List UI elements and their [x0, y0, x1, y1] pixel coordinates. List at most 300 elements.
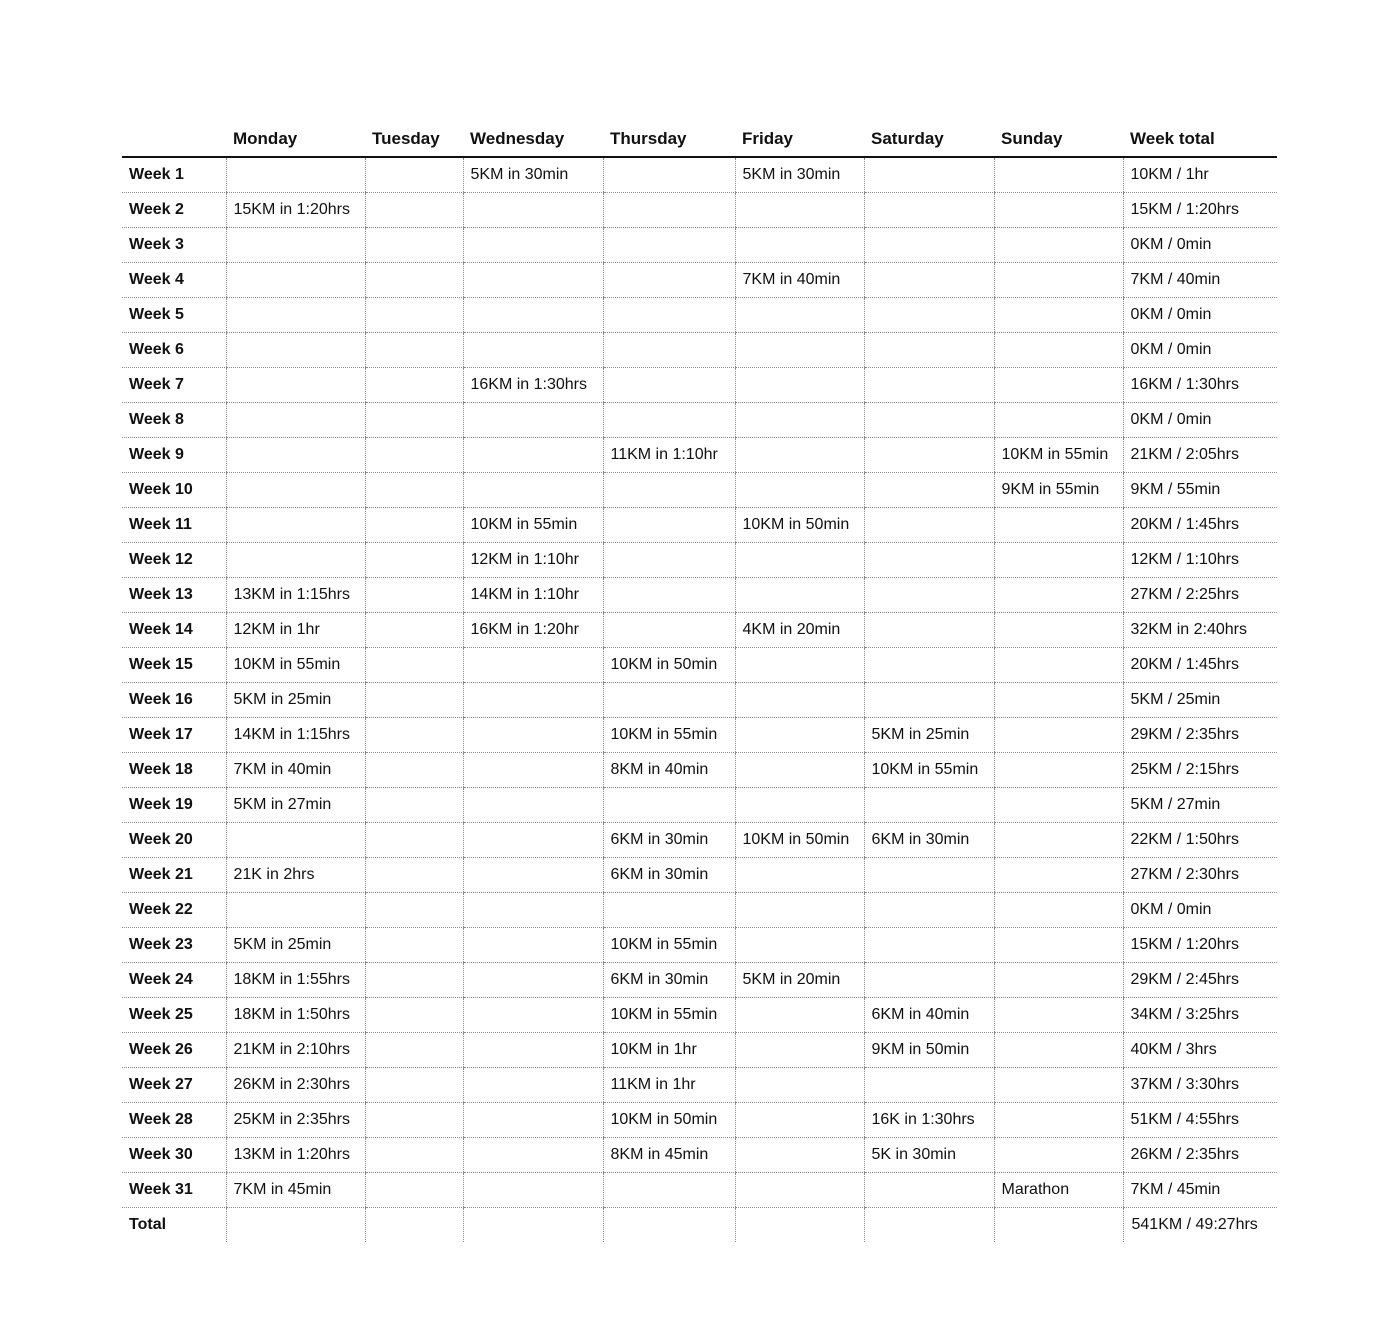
cell-thursday — [603, 228, 735, 263]
cell-sunday — [994, 648, 1123, 683]
week-label: Week 4 — [122, 263, 226, 298]
week-label: Week 23 — [122, 928, 226, 963]
week-label: Week 10 — [122, 473, 226, 508]
cell-tuesday — [365, 508, 463, 543]
cell-thursday: 6KM in 30min — [603, 858, 735, 893]
cell-saturday — [864, 438, 994, 473]
cell-saturday — [864, 157, 994, 193]
week-total-cell: 0KM / 0min — [1123, 333, 1277, 368]
week-label: Week 12 — [122, 543, 226, 578]
cell-thursday — [603, 473, 735, 508]
cell-tuesday — [365, 788, 463, 823]
cell-wednesday — [463, 963, 603, 998]
week-label: Week 30 — [122, 1138, 226, 1173]
week-total-cell: 16KM / 1:30hrs — [1123, 368, 1277, 403]
header-cell-friday: Friday — [735, 122, 864, 157]
cell-sunday: 9KM in 55min — [994, 473, 1123, 508]
cell-saturday — [864, 893, 994, 928]
cell-friday — [735, 298, 864, 333]
cell-friday — [735, 718, 864, 753]
cell-thursday — [603, 1173, 735, 1208]
cell-wednesday: 5KM in 30min — [463, 157, 603, 193]
table-row — [122, 613, 1277, 648]
table-row — [122, 788, 1277, 823]
cell-thursday — [603, 263, 735, 298]
cell-monday: 15KM in 1:20hrs — [226, 193, 365, 228]
table-row — [122, 858, 1277, 893]
cell-wednesday — [463, 788, 603, 823]
cell-monday — [226, 298, 365, 333]
week-label: Week 1 — [122, 157, 226, 193]
cell-sunday — [994, 893, 1123, 928]
cell-sunday: Marathon — [994, 1173, 1123, 1208]
cell-tuesday — [365, 1103, 463, 1138]
cell-friday — [735, 473, 864, 508]
cell-tuesday — [365, 998, 463, 1033]
cell-thursday — [603, 543, 735, 578]
cell-saturday — [864, 1068, 994, 1103]
table-header — [122, 122, 1277, 157]
cell-saturday — [864, 508, 994, 543]
cell-wednesday — [463, 893, 603, 928]
cell-thursday: 6KM in 30min — [603, 963, 735, 998]
cell-wednesday — [463, 263, 603, 298]
cell-tuesday — [365, 753, 463, 788]
cell-thursday: 10KM in 50min — [603, 1103, 735, 1138]
cell-wednesday: 10KM in 55min — [463, 508, 603, 543]
cell-tuesday — [365, 298, 463, 333]
cell-monday — [226, 543, 365, 578]
cell-monday: 21KM in 2:10hrs — [226, 1033, 365, 1068]
cell-wednesday — [463, 1138, 603, 1173]
cell-wednesday — [463, 228, 603, 263]
cell-tuesday — [365, 648, 463, 683]
empty-cell — [226, 1208, 365, 1243]
cell-tuesday — [365, 403, 463, 438]
cell-thursday — [603, 893, 735, 928]
cell-friday — [735, 578, 864, 613]
week-label: Week 16 — [122, 683, 226, 718]
week-label: Week 3 — [122, 228, 226, 263]
cell-saturday — [864, 683, 994, 718]
header-cell-wednesday: Wednesday — [463, 122, 603, 157]
week-label: Week 20 — [122, 823, 226, 858]
cell-wednesday: 16KM in 1:30hrs — [463, 368, 603, 403]
table-row — [122, 578, 1277, 613]
table-row — [122, 368, 1277, 403]
cell-tuesday — [365, 228, 463, 263]
cell-tuesday — [365, 543, 463, 578]
cell-sunday — [994, 613, 1123, 648]
cell-wednesday — [463, 473, 603, 508]
cell-sunday — [994, 1068, 1123, 1103]
table-row — [122, 1173, 1277, 1208]
cell-tuesday — [365, 438, 463, 473]
table-row — [122, 718, 1277, 753]
cell-sunday — [994, 368, 1123, 403]
cell-thursday — [603, 298, 735, 333]
week-label: Week 7 — [122, 368, 226, 403]
table-row — [122, 683, 1277, 718]
week-label: Week 26 — [122, 1033, 226, 1068]
cell-sunday: 10KM in 55min — [994, 438, 1123, 473]
week-total-cell: 25KM / 2:15hrs — [1123, 753, 1277, 788]
week-label: Week 6 — [122, 333, 226, 368]
cell-saturday — [864, 333, 994, 368]
cell-thursday — [603, 613, 735, 648]
table-row — [122, 893, 1277, 928]
cell-sunday — [994, 263, 1123, 298]
week-total-cell: 5KM / 25min — [1123, 683, 1277, 718]
cell-wednesday — [463, 718, 603, 753]
cell-friday — [735, 1138, 864, 1173]
cell-monday: 7KM in 45min — [226, 1173, 365, 1208]
cell-monday — [226, 508, 365, 543]
week-total-cell: 51KM / 4:55hrs — [1123, 1103, 1277, 1138]
table-row — [122, 193, 1277, 228]
cell-tuesday — [365, 578, 463, 613]
cell-monday: 13KM in 1:20hrs — [226, 1138, 365, 1173]
week-total-cell: 0KM / 0min — [1123, 403, 1277, 438]
cell-sunday — [994, 298, 1123, 333]
week-total-cell: 10KM / 1hr — [1123, 157, 1277, 193]
week-total-cell: 29KM / 2:45hrs — [1123, 963, 1277, 998]
cell-thursday — [603, 508, 735, 543]
week-label: Week 14 — [122, 613, 226, 648]
grand-total-value: 541KM / 49:27hrs — [1123, 1208, 1277, 1243]
cell-friday — [735, 1173, 864, 1208]
cell-friday — [735, 438, 864, 473]
cell-saturday — [864, 1173, 994, 1208]
week-label: Week 17 — [122, 718, 226, 753]
week-total-cell: 22KM / 1:50hrs — [1123, 823, 1277, 858]
cell-tuesday — [365, 823, 463, 858]
cell-wednesday: 16KM in 1:20hr — [463, 613, 603, 648]
cell-monday — [226, 157, 365, 193]
week-label: Week 15 — [122, 648, 226, 683]
cell-monday: 14KM in 1:15hrs — [226, 718, 365, 753]
week-total-cell: 29KM / 2:35hrs — [1123, 718, 1277, 753]
cell-sunday — [994, 858, 1123, 893]
cell-thursday: 10KM in 55min — [603, 928, 735, 963]
week-label: Week 5 — [122, 298, 226, 333]
cell-monday — [226, 403, 365, 438]
cell-monday: 18KM in 1:50hrs — [226, 998, 365, 1033]
cell-sunday — [994, 788, 1123, 823]
cell-saturday: 5KM in 25min — [864, 718, 994, 753]
cell-saturday — [864, 788, 994, 823]
cell-thursday — [603, 578, 735, 613]
cell-friday — [735, 858, 864, 893]
cell-thursday: 6KM in 30min — [603, 823, 735, 858]
cell-wednesday — [463, 823, 603, 858]
cell-saturday — [864, 403, 994, 438]
header-row — [122, 122, 1277, 157]
header-cell-monday: Monday — [226, 122, 365, 157]
cell-monday — [226, 473, 365, 508]
cell-sunday — [994, 543, 1123, 578]
cell-saturday — [864, 263, 994, 298]
cell-thursday: 11KM in 1hr — [603, 1068, 735, 1103]
cell-tuesday — [365, 858, 463, 893]
cell-wednesday — [463, 928, 603, 963]
week-total-cell: 34KM / 3:25hrs — [1123, 998, 1277, 1033]
cell-saturday — [864, 228, 994, 263]
cell-tuesday — [365, 333, 463, 368]
cell-saturday: 10KM in 55min — [864, 753, 994, 788]
cell-thursday — [603, 193, 735, 228]
cell-sunday — [994, 1033, 1123, 1068]
cell-wednesday — [463, 438, 603, 473]
cell-thursday: 10KM in 50min — [603, 648, 735, 683]
cell-monday: 25KM in 2:35hrs — [226, 1103, 365, 1138]
week-label: Week 25 — [122, 998, 226, 1033]
table-row — [122, 438, 1277, 473]
cell-thursday — [603, 157, 735, 193]
empty-cell — [463, 1208, 603, 1243]
header-cell-saturday: Saturday — [864, 122, 994, 157]
empty-cell — [735, 1208, 864, 1243]
cell-monday — [226, 263, 365, 298]
header-cell-tuesday: Tuesday — [365, 122, 463, 157]
week-total-cell: 5KM / 27min — [1123, 788, 1277, 823]
table-row — [122, 543, 1277, 578]
week-label: Week 2 — [122, 193, 226, 228]
cell-monday — [226, 893, 365, 928]
cell-thursday — [603, 683, 735, 718]
cell-monday: 5KM in 27min — [226, 788, 365, 823]
cell-sunday — [994, 508, 1123, 543]
cell-friday — [735, 333, 864, 368]
cell-sunday — [994, 193, 1123, 228]
table-row — [122, 228, 1277, 263]
cell-friday — [735, 788, 864, 823]
cell-sunday — [994, 1138, 1123, 1173]
week-total-cell: 26KM / 2:35hrs — [1123, 1138, 1277, 1173]
table-row — [122, 963, 1277, 998]
cell-friday — [735, 368, 864, 403]
cell-friday — [735, 683, 864, 718]
cell-friday — [735, 1068, 864, 1103]
cell-wednesday — [463, 333, 603, 368]
empty-cell — [994, 1208, 1123, 1243]
week-total-cell: 40KM / 3hrs — [1123, 1033, 1277, 1068]
cell-saturday — [864, 648, 994, 683]
cell-monday — [226, 438, 365, 473]
table-row — [122, 823, 1277, 858]
week-label: Week 28 — [122, 1103, 226, 1138]
cell-tuesday — [365, 1173, 463, 1208]
cell-thursday: 10KM in 1hr — [603, 1033, 735, 1068]
cell-sunday — [994, 963, 1123, 998]
empty-cell — [365, 1208, 463, 1243]
week-total-cell: 9KM / 55min — [1123, 473, 1277, 508]
cell-wednesday: 12KM in 1:10hr — [463, 543, 603, 578]
week-total-cell: 0KM / 0min — [1123, 298, 1277, 333]
table-row — [122, 648, 1277, 683]
header-cell-thursday: Thursday — [603, 122, 735, 157]
cell-wednesday — [463, 858, 603, 893]
cell-sunday — [994, 578, 1123, 613]
cell-wednesday — [463, 193, 603, 228]
cell-sunday — [994, 683, 1123, 718]
header-cell-week — [122, 122, 226, 157]
cell-wednesday — [463, 1173, 603, 1208]
cell-friday: 5KM in 30min — [735, 157, 864, 193]
cell-tuesday — [365, 928, 463, 963]
cell-monday: 7KM in 40min — [226, 753, 365, 788]
week-total-cell: 20KM / 1:45hrs — [1123, 508, 1277, 543]
cell-tuesday — [365, 613, 463, 648]
cell-thursday: 8KM in 40min — [603, 753, 735, 788]
table-row — [122, 998, 1277, 1033]
cell-saturday — [864, 963, 994, 998]
cell-thursday: 10KM in 55min — [603, 718, 735, 753]
table-row — [122, 298, 1277, 333]
cell-wednesday — [463, 298, 603, 333]
cell-monday — [226, 228, 365, 263]
table-row — [122, 1103, 1277, 1138]
cell-friday — [735, 928, 864, 963]
cell-friday: 5KM in 20min — [735, 963, 864, 998]
week-label: Week 22 — [122, 893, 226, 928]
cell-thursday: 10KM in 55min — [603, 998, 735, 1033]
week-total-cell: 0KM / 0min — [1123, 893, 1277, 928]
cell-tuesday — [365, 718, 463, 753]
week-total-cell: 7KM / 40min — [1123, 263, 1277, 298]
cell-thursday — [603, 788, 735, 823]
cell-thursday — [603, 333, 735, 368]
cell-monday: 10KM in 55min — [226, 648, 365, 683]
cell-thursday — [603, 368, 735, 403]
cell-friday — [735, 648, 864, 683]
cell-wednesday — [463, 648, 603, 683]
cell-friday — [735, 403, 864, 438]
cell-thursday — [603, 403, 735, 438]
cell-thursday: 11KM in 1:10hr — [603, 438, 735, 473]
cell-tuesday — [365, 683, 463, 718]
table-row — [122, 473, 1277, 508]
cell-saturday: 16K in 1:30hrs — [864, 1103, 994, 1138]
total-label: Total — [129, 1216, 167, 1233]
cell-monday — [226, 823, 365, 858]
cell-saturday — [864, 613, 994, 648]
cell-friday — [735, 1103, 864, 1138]
week-total-cell: 27KM / 2:25hrs — [1123, 578, 1277, 613]
cell-wednesday: 14KM in 1:10hr — [463, 578, 603, 613]
header-cell-week-total: Week total — [1123, 122, 1277, 157]
cell-saturday: 5K in 30min — [864, 1138, 994, 1173]
week-label: Week 9 — [122, 438, 226, 473]
week-label: Week 8 — [122, 403, 226, 438]
cell-sunday — [994, 823, 1123, 858]
table-row — [122, 157, 1277, 193]
cell-sunday — [994, 1103, 1123, 1138]
table-row — [122, 753, 1277, 788]
cell-saturday — [864, 858, 994, 893]
table-row — [122, 333, 1277, 368]
cell-monday: 13KM in 1:15hrs — [226, 578, 365, 613]
cell-monday — [226, 333, 365, 368]
cell-friday — [735, 228, 864, 263]
week-total-cell: 20KM / 1:45hrs — [1123, 648, 1277, 683]
table-row — [122, 1068, 1277, 1103]
cell-sunday — [994, 928, 1123, 963]
cell-wednesday — [463, 753, 603, 788]
cell-wednesday — [463, 1033, 603, 1068]
table-row — [122, 263, 1277, 298]
table-row — [122, 1033, 1277, 1068]
week-label: Week 18 — [122, 753, 226, 788]
week-label: Week 21 — [122, 858, 226, 893]
cell-saturday — [864, 543, 994, 578]
week-total-cell: 37KM / 3:30hrs — [1123, 1068, 1277, 1103]
cell-saturday — [864, 368, 994, 403]
week-total-cell: 15KM / 1:20hrs — [1123, 928, 1277, 963]
table-row — [122, 928, 1277, 963]
cell-tuesday — [365, 193, 463, 228]
week-label: Week 31 — [122, 1173, 226, 1208]
cell-wednesday — [463, 683, 603, 718]
cell-saturday — [864, 473, 994, 508]
week-total-cell: 15KM / 1:20hrs — [1123, 193, 1277, 228]
cell-sunday — [994, 157, 1123, 193]
week-total-cell: 27KM / 2:30hrs — [1123, 858, 1277, 893]
week-label: Week 13 — [122, 578, 226, 613]
cell-sunday — [994, 753, 1123, 788]
cell-friday — [735, 753, 864, 788]
week-total-cell: 7KM / 45min — [1123, 1173, 1277, 1208]
cell-tuesday — [365, 1033, 463, 1068]
cell-friday — [735, 998, 864, 1033]
cell-tuesday — [365, 368, 463, 403]
week-label: Week 11 — [122, 508, 226, 543]
cell-friday: 10KM in 50min — [735, 823, 864, 858]
cell-saturday — [864, 193, 994, 228]
cell-wednesday — [463, 403, 603, 438]
cell-friday: 10KM in 50min — [735, 508, 864, 543]
training-plan-table — [122, 122, 1277, 1242]
cell-tuesday — [365, 1068, 463, 1103]
cell-sunday — [994, 998, 1123, 1033]
cell-friday: 4KM in 20min — [735, 613, 864, 648]
cell-sunday — [994, 333, 1123, 368]
cell-wednesday — [463, 1103, 603, 1138]
cell-saturday — [864, 928, 994, 963]
cell-saturday — [864, 298, 994, 333]
cell-sunday — [994, 403, 1123, 438]
cell-monday: 18KM in 1:55hrs — [226, 963, 365, 998]
header-cell-sunday: Sunday — [994, 122, 1123, 157]
cell-friday — [735, 543, 864, 578]
cell-monday: 5KM in 25min — [226, 683, 365, 718]
week-label: Week 24 — [122, 963, 226, 998]
cell-saturday: 6KM in 40min — [864, 998, 994, 1033]
cell-sunday — [994, 718, 1123, 753]
cell-tuesday — [365, 473, 463, 508]
cell-wednesday — [463, 1068, 603, 1103]
cell-friday — [735, 1033, 864, 1068]
table-row — [122, 403, 1277, 438]
cell-monday: 5KM in 25min — [226, 928, 365, 963]
cell-saturday: 6KM in 30min — [864, 823, 994, 858]
cell-friday — [735, 193, 864, 228]
cell-wednesday — [463, 998, 603, 1033]
cell-monday — [226, 368, 365, 403]
table-body — [122, 157, 1277, 1242]
table-row — [122, 508, 1277, 543]
cell-thursday: 8KM in 45min — [603, 1138, 735, 1173]
